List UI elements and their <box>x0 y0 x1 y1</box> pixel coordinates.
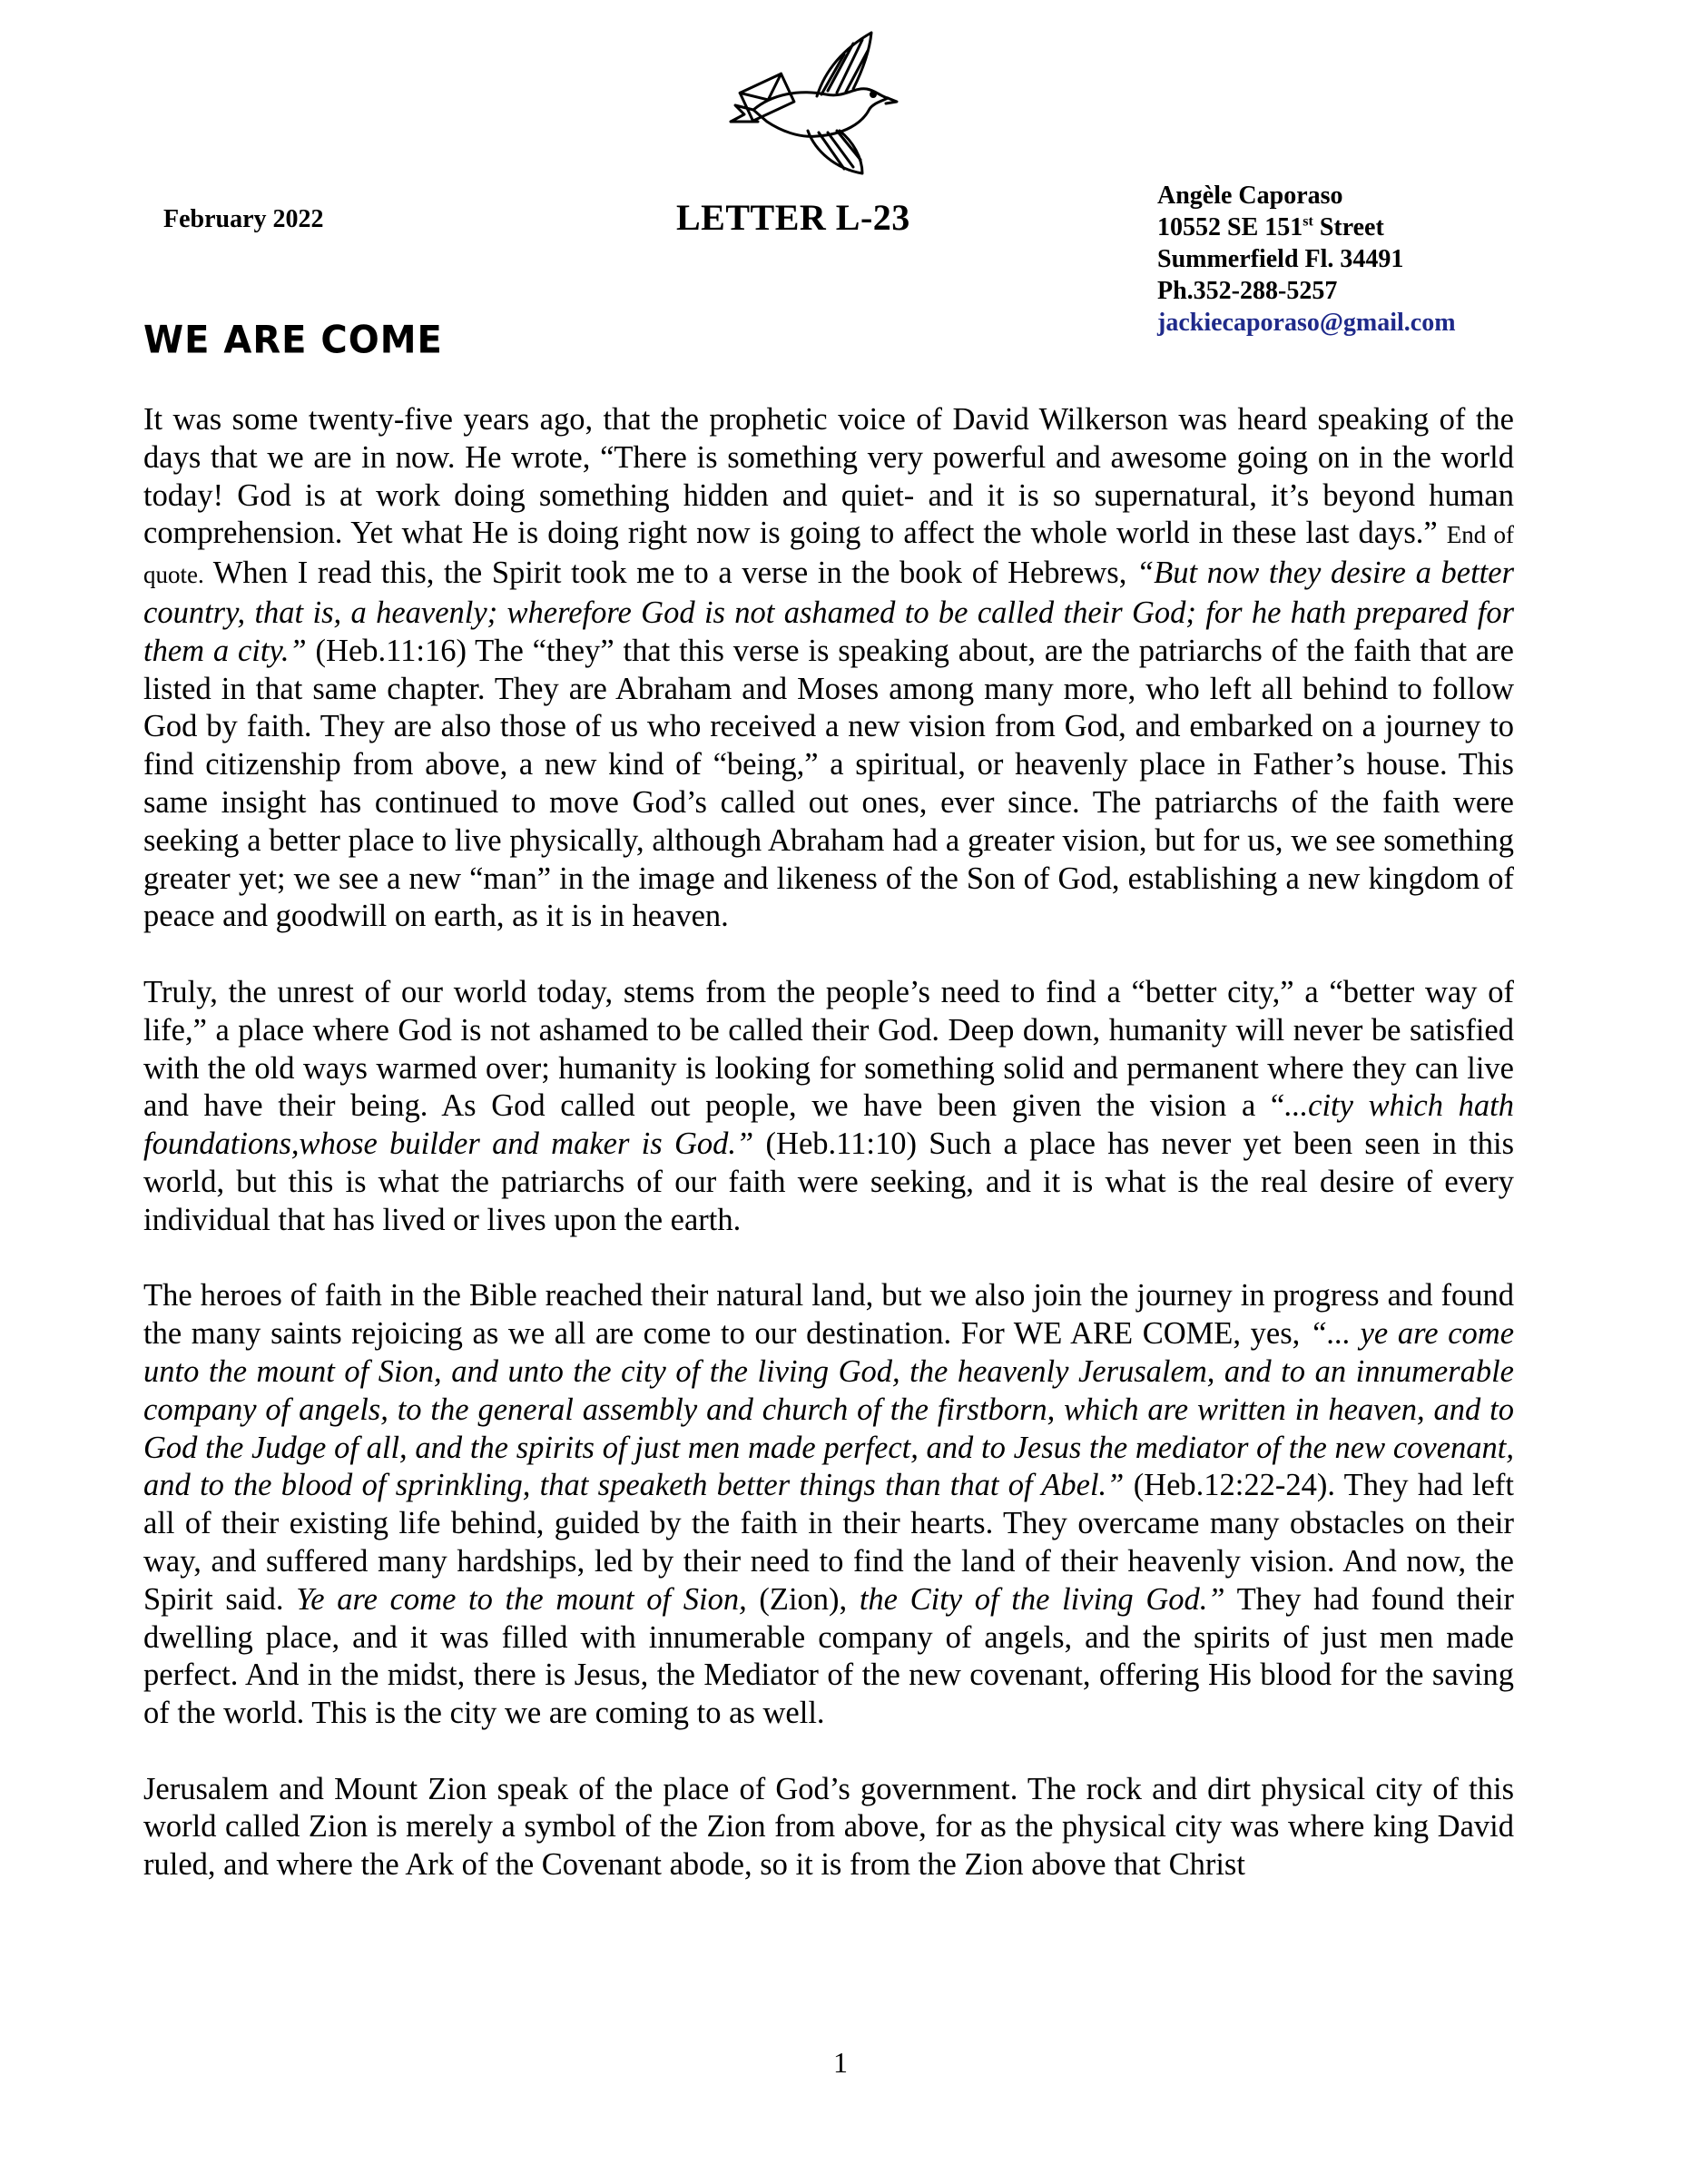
sender-name: Angèle Caporaso <box>1157 182 1343 210</box>
sender-email-link[interactable]: jackiecaporaso@gmail.com <box>1157 309 1456 337</box>
paragraph-2: Truly, the unrest of our world today, stems from the people’s need to find a “better city,” a “better way of life,” a place where God is not ashamed to be called their God. Deep down, humanity will never be satisfied with the old ways warmed over; humanity is looking for something solid and permanent where they can live and have their being. As God called out people, we have been given the vision a “...city which hath foundations,whose builder and maker is God.” (Heb.11:10) Such a place has never yet been seen in this world, but this is what the patriarchs of our faith were seeking, and it is what is the real desire of every individual that has lived or lives upon the earth. <box>143 974 1515 1237</box>
scripture-quote: Ye are come to the mount of Sion, <box>296 1581 747 1617</box>
dove-with-letter-icon <box>717 24 908 182</box>
paragraph-4: Jerusalem and Mount Zion speak of the place of God’s government. The rock and dirt physical city of this world called Zion is merely a symbol of the Zion from above, for as the physical city was where king David ruled, and where the Ark of the Covenant abode, so it is from the Zion above that Christ <box>143 1771 1514 1883</box>
letter-title: LETTER L-23 <box>676 197 910 238</box>
paragraph-3: The heroes of faith in the Bible reached their natural land, but we also join the journey in progress and found the many saints rejoicing as we all are come to our destination. For WE ARE COME, yes, “... ye are come unto the mount of Sion, and unto the city of the living God, the heavenly Jerusalem, and to an innumerable company of angels, to the general assembly and church of the firstborn, which are written in heaven, and to God the Judge of all, and the spirits of just men made perfect, and to Jesus the mediator of the new covenant, and to the blood of sprinkling, that speaketh better things than that of Abel.” (Heb.12:22-24). They had left all of their existing life behind, guided by the faith in their hearts. They overcame many obstacles on their way, and suffered many hardships, led by their need to find the land of their heavenly vision. And now, the Spirit said. Ye are come to the mount of Sion, (Zion), the City of the living God.” They had found their dwelling place, and it was filled with innumerable company of angels, and the spirits of just men made perfect. And in the midst, there is Jesus, the Mediator of the new covenant, offering His blood for the saving of the world. This is the city we are coming to as well. <box>143 1278 1515 1731</box>
letter-body <box>143 401 1514 1923</box>
scripture-quote: ...city which hath foundations,whose builder and maker is God.” <box>143 1088 1515 1162</box>
sender-address-block <box>1157 180 1456 339</box>
paragraph-1: It was some twenty-five years ago, that the prophetic voice of David Wilkerson was heard speaking of the days that we are in now. He wrote, “There is something very powerful and awesome going on in the world today! God is at work doing something hidden and quiet- and it is so supernatural, it’s beyond human comprehension. Yet what He is doing right now is going to affect the whole world in these last days.” End of quote. When I read this, the Spirit took me to a verse in the book of Hebrews, “But now they desire a better country, that is, a heavenly; wherefore God is not ashamed to be called their God; for he hath prepared for them a city.” (Heb.11:16) The “they” that this verse is speaking about, are the patriarchs of the faith that are listed in that same chapter. They are Abraham and Moses among many more, who left all behind to follow God by faith. They are also those of us who received a new vision from God, and embarked on a journey to find citizenship from above, a new kind of “being,” a spiritual, or heavenly place in Father’s house. This same insight has continued to move God’s called out ones, ever since. The patriarchs of the faith were seeking a better place to live physically, although Abraham had a greater vision, but for us, we see something greater yet; we see a new “man” in the image and likeness of the Son of God, establishing a new kingdom of peace and goodwill on earth, as it is in heaven. <box>143 402 1515 934</box>
letter-heading: WE ARE COME <box>143 318 443 363</box>
scripture-quote: “But now they desire a better country, that is, a heavenly; wherefore God is not ashamed to be called their God; for he hath prepared for them a city.” <box>143 556 1515 668</box>
letter-date: February 2022 <box>163 205 324 233</box>
sender-street: 10552 SE 151st Street <box>1157 213 1384 241</box>
scripture-quote: “... ye are come unto the mount of Sion, and unto the city of the living God, the heavenly Jerusalem, and to an innumerable company of angels, to the general assembly and church of the firstborn, which are written in heaven, and to God the Judge of all, and the spirits of just men made perfect, and to Jesus the mediator of the new covenant, and to the blood of sprinkling, that speaketh better things than that of Abel.” <box>143 1316 1515 1503</box>
sender-phone: Ph.352-288-5257 <box>1157 277 1338 305</box>
scripture-quote: the City of the living God.” <box>859 1581 1225 1617</box>
page-number: 1 <box>833 2046 848 2079</box>
sender-city: Summerfield Fl. 34491 <box>1157 245 1404 273</box>
